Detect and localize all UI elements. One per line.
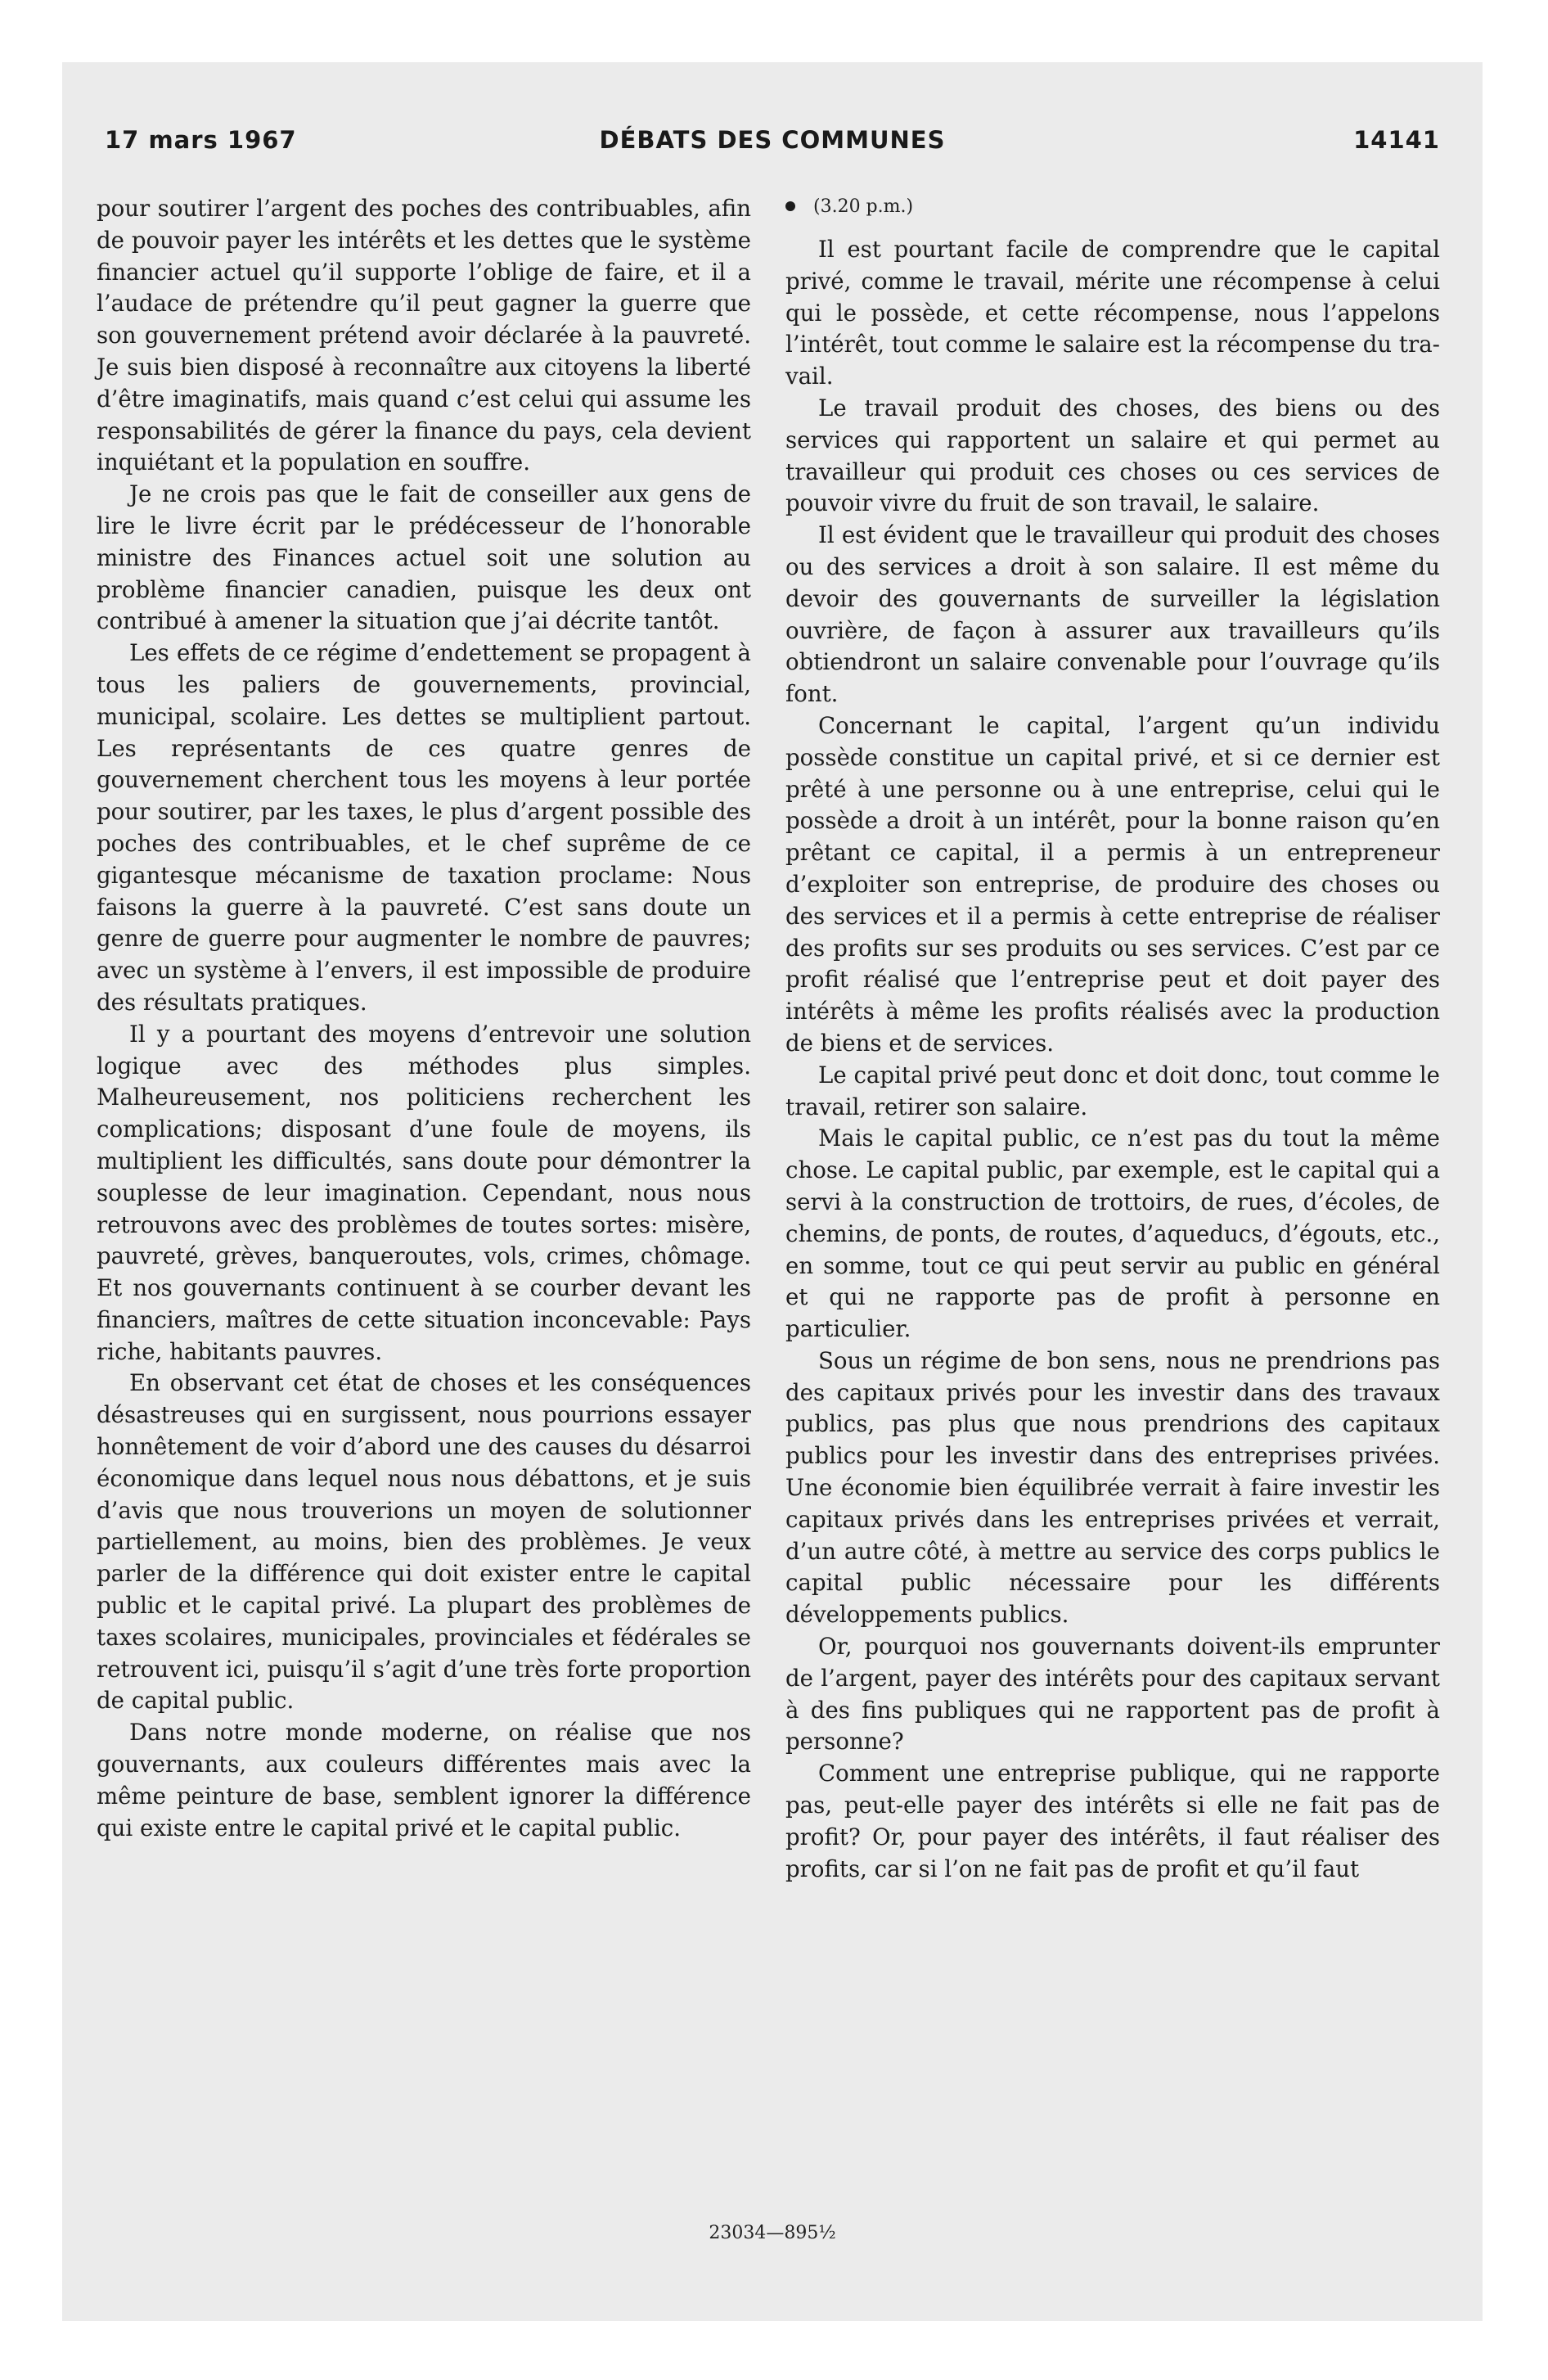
paragraph: Le capital privé peut donc et doit donc, tout comme le travail, retirer son salaire. [785, 1061, 1440, 1120]
header-page-number: 14141 [1353, 126, 1440, 154]
bullet-dot-icon [785, 201, 795, 211]
paragraph: Mais le capital public, ce n’est pas du tout la même chose. Le capital public, par exemple, est le capital qui a servi à la construction de trottoirs, de rues, d’écoles, de chemins, de ponts, de routes, d’aqueducs, d’égouts, etc., en somme, tout ce qui peut servir au public en général et qui ne rapporte pas de profit à personne en particulier. [785, 1125, 1440, 1343]
time-marker-text: (3.20 p.m.) [813, 196, 914, 217]
paragraph: Il est pourtant facile de comprendre que le capital privé, comme le travail, mérite une récompense à celui qui le possède, et cette récompense, nous l’appelons l’intérêt, tout comme le salaire est la récompense du travail. [785, 236, 1440, 390]
left-column [97, 193, 751, 1844]
time-marker [785, 193, 1440, 221]
paragraph: En observant cet état de choses et les conséquences désastreuses qui en surgissent, nous pourrions essayer honnêtement de voir d’abord une des causes du désarroi économique dans lequel nous nous débattons, et je suis d’avis que nous trouverions un moyen de solutionner partiellement, au moins, bien des problèmes. Je veux parler de la différence qui doit exister entre le capital public et le capital privé. La plupart des problèmes de taxes scolaires, municipales, provinciales et fédérales se retrouvent ici, puisqu’il s’agit d’une très forte proportion de capital public. [97, 1369, 751, 1715]
paragraph: Concernant le capital, l’argent qu’un individu possède constitue un capital privé, et si ce dernier est prêté à une personne ou à une entreprise, celui qui le possède a droit à un intérêt, pour la bonne raison qu’en prêtant ce capital, il a permis à un entrepreneur d’exploiter son entreprise, de produire des choses ou des services et il a permis à cette entreprise de réaliser des profits sur ses produits ou ses services. C’est par ce profit réalisé que l’entreprise peut et doit payer des intérêts à même les profits réalisés avec la production de biens et de services. [785, 711, 1440, 1057]
page-footer: 23034—895½ [709, 2223, 836, 2243]
header-title: DÉBATS DES COMMUNES [599, 126, 946, 154]
page-header [105, 126, 1440, 175]
paragraph: Sous un régime de bon sens, nous ne prendrions pas des capitaux privés pour les investir dans des travaux publics, pas plus que nous prendrions des capitaux publics pour les investir dans des entreprises privées. Une économie bien équilibrée verrait à faire investir les capitaux privés dans les entreprises privées et verrait, d’un autre côté, à mettre au service des corps publics le capital public nécessaire pour les différents développements publics. [785, 1346, 1440, 1629]
paragraph: Je ne crois pas que le fait de conseiller aux gens de lire le livre écrit par le prédécesseur de l’honorable ministre des Finances actuel soit une solution au problème financier canadien, puisque les deux ont contribué à amener la situation que j’ai décrite tantôt. [97, 480, 751, 635]
paragraph: pour soutirer l’argent des poches des contribuables, afin de pouvoir payer les intérêts et les dettes que le système financier actuel qu’il supporte l’oblige de faire, et il a l’audace de prétendre qu’il peut gagner la guerre que son gouvernement prétend avoir déclarée à la pauvreté. Je suis bien disposé à reconnaître aux citoyens la liberté d’être imaginatifs, mais quand c’est celui qui assume les responsabilités de gérer la finance du pays, cela devient inquiétant et la population en souffre. [97, 195, 751, 476]
right-column [785, 193, 1440, 1885]
paragraph: Dans notre monde moderne, on réalise que nos gouvernants, aux couleurs différentes mais avec la même peinture de base, semblent ignorer la différence qui existe entre le capital privé et le capital public. [97, 1719, 751, 1841]
document-page [62, 62, 1483, 2321]
paragraph: Il est évident que le travailleur qui produit des choses ou des services a droit à son salaire. Il est même du devoir des gouvernants de surveiller la législation ouvrière, de façon à assurer aux travailleurs qu’ils obtiendront un salaire convenable pour l’ouvrage qu’ils font. [785, 521, 1440, 708]
paragraph: Or, pourquoi nos gouvernants doivent-ils emprunter de l’argent, payer des intérêts pour des capitaux servant à des fins publiques qui ne rapportent pas de profit à personne? [785, 1633, 1440, 1756]
paragraph: Le travail produit des choses, des biens ou des services qui rapportent un salaire et qui permet au travailleur qui produit ces choses ou ces services de pouvoir vivre du fruit de son travail, le salaire. [785, 394, 1440, 517]
paragraph: Comment une entreprise publique, qui ne rapporte pas, peut-elle payer des intérêts si elle ne fait pas de profit? Or, pour payer des intérêts, il faut réaliser des profits, car si l’on ne fait pas de profit et qu’il faut [785, 1760, 1440, 1882]
header-date: 17 mars 1967 [105, 126, 297, 154]
paragraph: Il y a pourtant des moyens d’entrevoir une solution logique avec des méthodes plus simples. Malheureusement, nos politiciens recherchent les complications; disposant d’une foule de moyens, ils multiplient les difficultés, sans doute pour démontrer la souplesse de leur imagination. Cependant, nous nous retrouvons avec des problèmes de toutes sortes: misère, pauvreté, grèves, banqueroutes, vols, crimes, chômage. Et nos gouvernants continuent à se courber devant les financiers, maîtres de cette situation inconcevable: Pays riche, habitants pauvres. [97, 1020, 751, 1365]
paragraph: Les effets de ce régime d’endettement se propagent à tous les paliers de gouvernements, provincial, municipal, scolaire. Les dettes se multiplient partout. Les représentants de ces quatre genres de gouvernement cherchent tous les moyens à leur portée pour soutirer, par les taxes, le plus d’argent possible des poches des contribuables, et le chef suprême de ce gigantesque mécanisme de taxation proclame: Nous faisons la guerre à la pauvreté. C’est sans doute un genre de guerre pour augmenter le nombre de pauvres; avec un système à l’envers, il est impossible de produire des résultats pratiques. [97, 639, 751, 1016]
